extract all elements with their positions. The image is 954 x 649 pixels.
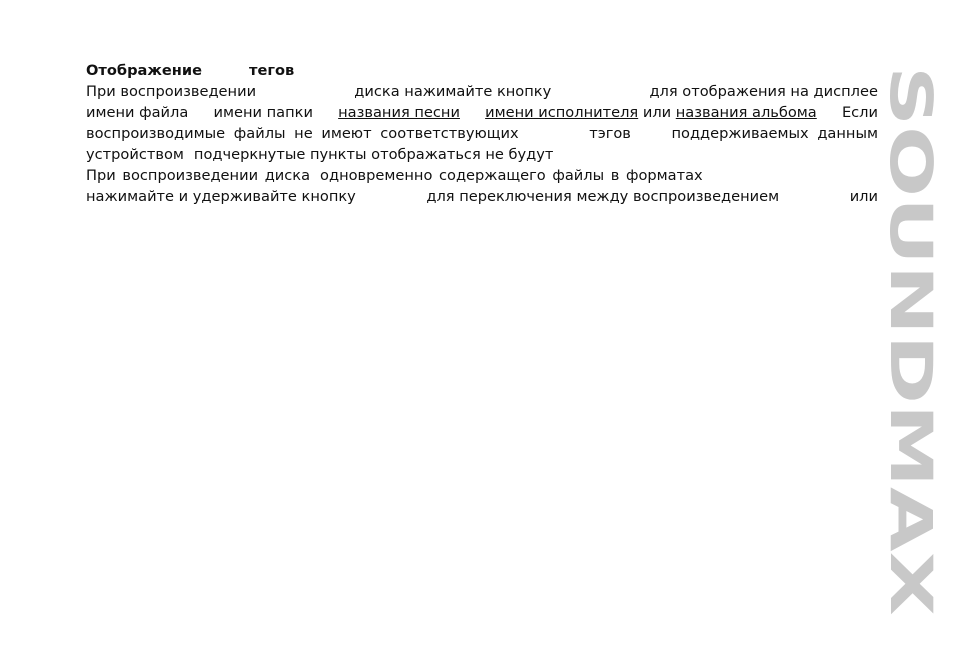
text-fragment: Если [841, 104, 878, 121]
text-fragment: поддерживаемых данным [671, 125, 878, 142]
paragraph-1-line-2 [86, 102, 878, 123]
underlined-term-album: названия альбома [675, 104, 817, 121]
text-fragment: воспроизводимые файлы не имеют соответствующих [86, 125, 519, 142]
section-heading [86, 60, 878, 81]
underlined-term-artist: имени исполнителя [485, 104, 639, 121]
text-fragment: подчеркнутые пункты отображаться не будут [193, 146, 554, 163]
soundmax-logo-graphic [877, 66, 945, 616]
text-fragment: одновременно содержащего файлы в форматах [320, 167, 703, 184]
underlined-term-song-title: названия песни [338, 104, 460, 121]
soundmax-logo [877, 66, 945, 616]
paragraph-2-line-1 [86, 165, 878, 186]
manual-text-block [86, 60, 878, 207]
heading-word-display: Отображение [86, 62, 203, 79]
text-fragment: для отображения на дисплее [649, 83, 878, 100]
text-fragment: При воспроизведении [86, 83, 257, 100]
text-fragment: устройством [86, 146, 184, 163]
text-fragment: или [642, 104, 672, 121]
paragraph-1-line-4 [86, 144, 878, 165]
paragraph-1-line-1 [86, 81, 878, 102]
heading-word-tags: тегов [249, 62, 295, 79]
text-fragment: тэгов [589, 125, 631, 142]
text-fragment: При воспроизведении диска [86, 167, 311, 184]
text-fragment: или [849, 188, 878, 205]
text-fragment: нажимайте и удерживайте кнопку [86, 188, 356, 205]
text-fragment: имени файла [86, 104, 189, 121]
text-fragment: для переключения между воспроизведением [426, 188, 780, 205]
soundmax-logo-text: SOUNDMAX [877, 66, 945, 449]
paragraph-2-line-2 [86, 186, 878, 207]
text-fragment: имени папки [213, 104, 313, 121]
paragraph-1-line-3 [86, 123, 878, 144]
text-fragment: диска нажимайте кнопку [354, 83, 552, 100]
